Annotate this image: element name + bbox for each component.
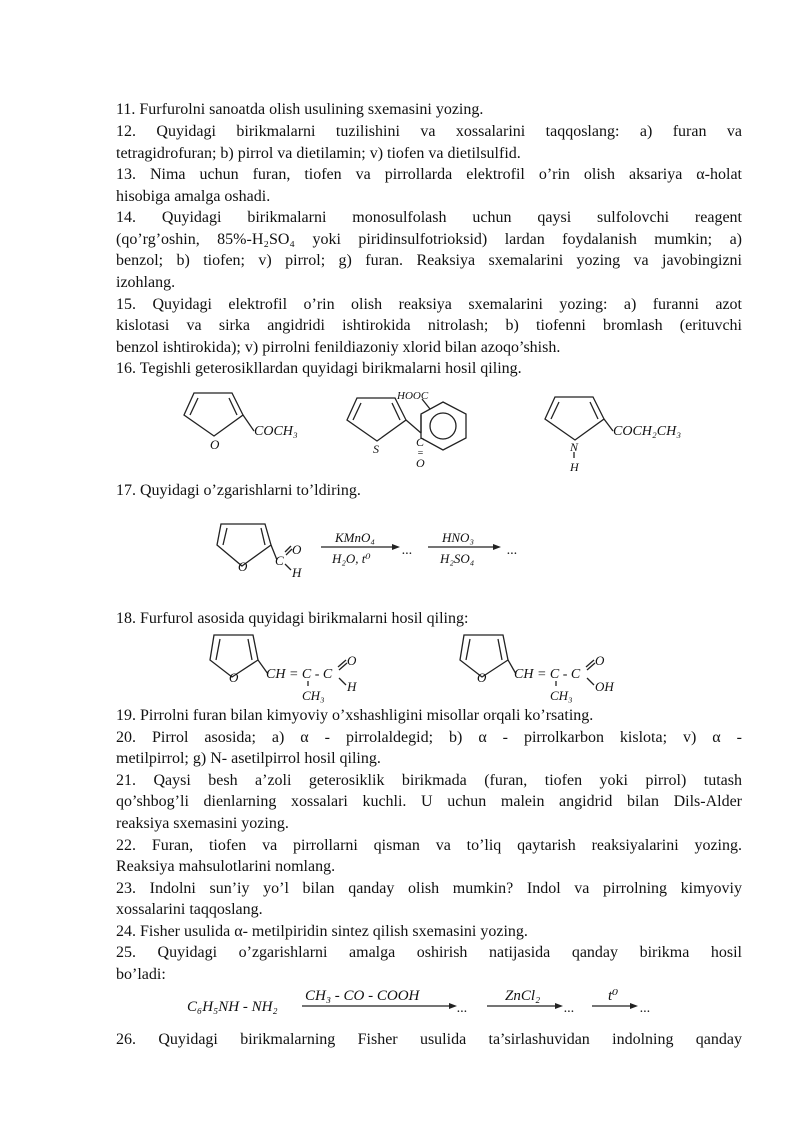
text-line: 25. Quyidagi o’zgarishlarni amalga oshirish natijasida qanday birikma hosil xyxy=(116,944,742,961)
text-line: benzol ishtirokida); v) pirrolni fenildiazoniy xlorid bilan azoqo’shish. xyxy=(116,339,561,356)
product-dots: ... xyxy=(640,1001,651,1016)
arrow-3-condition: t⁰ xyxy=(608,988,619,1004)
text-line: 23. Indolni sun’iy yo’l bilan qanday olish mumkin? Indol va pirrolning kimyoviy xyxy=(116,880,742,897)
text-line: hisobiga amalga oshadi. xyxy=(116,188,271,205)
text-line: 21. Qaysi besh a’zoli geterosiklik birikmada (furan, tiofen yoki pirrol) tutash xyxy=(116,772,742,789)
hooc-label: HOOC xyxy=(397,390,429,402)
pyrrole-nitrogen: N xyxy=(570,440,579,454)
text-line: kislotasi va sirka angidridi ishtirokida nitrolash; b) tiofenni bromlash (erituvchi xyxy=(116,317,742,334)
intermediate-dots: ... xyxy=(457,1001,468,1016)
text-line: 20. Pirrol asosida; a) α - pirrolaldegid; b) α - pirrolkarbon kislota; v) α - xyxy=(116,729,742,746)
aldehyde-hydrogen: H xyxy=(347,679,357,694)
text-line: 13. Nima uchun furan, tiofen va pirrollarda elektrofil o’rin olish aksariya α-holat xyxy=(116,166,742,183)
chem-structures-16 xyxy=(160,385,720,480)
text-line: benzol; b) tiofen; v) pirrol; g) furan. Reaksiya sxemalarini yozing va javobingizni xyxy=(116,252,742,269)
intermediate-dots: ... xyxy=(564,1001,575,1016)
text-line: 11. Furfurolni sanoatda olish usulining sxemasini yozing. xyxy=(116,101,484,118)
furan-oxygen: O xyxy=(210,437,220,452)
acid-hydroxyl: OH xyxy=(595,679,614,694)
intermediate-dots: ... xyxy=(402,543,413,558)
text-line: 19. Pirrolni furan bilan kimyoviy o’xshashligini misollar orqali ko’rsating. xyxy=(116,707,594,724)
text-line: 26. Quyidagi birikmalarning Fisher usulida ta’sirlashuvidan indolning qanday xyxy=(116,1031,742,1048)
text-line: izohlang. xyxy=(116,274,176,291)
text-line: qo’shbog’li dienlarning xossalari kuchli. U uchun malein angidrid bilan Dils-Alder xyxy=(116,793,742,810)
arrow-1-reagent: CH₃ - CO - COOH xyxy=(305,988,420,1004)
side-chain-right: CH = C - C xyxy=(514,667,581,682)
chem-scheme-17 xyxy=(205,512,545,582)
ring-oxygen-left: O xyxy=(229,670,239,685)
text-line: Reaksiya mahsulotlarini nomlang. xyxy=(116,858,336,875)
methyl-left: CH₃ xyxy=(302,688,325,703)
text-line: 16. Tegishli geterosikllardan quyidagi birikmalarni hosil qiling. xyxy=(116,360,522,377)
product-dots: ... xyxy=(507,543,518,558)
chem-structures-18 xyxy=(200,630,640,705)
text-line: 17. Quyidagi o’zgarishlarni to’ldiring. xyxy=(116,482,361,499)
carbonyl-carbon: C xyxy=(416,435,425,449)
methyl-right: CH₃ xyxy=(550,688,573,703)
text-line: 22. Furan, tiofen va pirrollarni qisman va to’liq qaytarish reaksiyalarini yozing. xyxy=(116,837,742,854)
acid-oxygen: O xyxy=(595,653,605,668)
aldehyde-carbon: C xyxy=(275,553,284,568)
side-chain-left: CH = C - C xyxy=(266,667,333,682)
pyrrole-hydrogen: H xyxy=(570,460,579,474)
text-line: 14. Quyidagi birikmalarni monosulfolash uchun qaysi sulfolovchi reagent xyxy=(116,209,742,226)
pyrrole-substituent: COCH₂CH₃ xyxy=(613,424,682,439)
arrow-1-conditions: H₂O, t⁰ xyxy=(332,551,371,566)
reactant-formula: C₆H₅NH - NH₂ xyxy=(187,999,278,1015)
text-line: 24. Fisher usulida α- metilpiridin sintez qilish sxemasini yozing. xyxy=(116,923,528,940)
text-line: 18. Furfurol asosida quyidagi birikmalarni hosil qiling: xyxy=(116,610,469,627)
text-line: (qo’rg’oshin, 85%-H₂SO₄ yoki piridinsulfotrioksid) lardan foydalanish mumkin; a) xyxy=(116,231,742,248)
text-line: metilpirrol; g) N- asetilpirrol hosil qiling. xyxy=(116,750,381,767)
furan-ring xyxy=(184,393,254,436)
aldehyde-oxygen: O xyxy=(292,542,302,557)
text-line: bo’ladi: xyxy=(116,966,166,983)
text-line: reaksiya sxemasini yozing. xyxy=(116,815,289,832)
text-line: tetragidrofuran; b) pirrol va dietilamin; v) tiofen va dietilsulfid. xyxy=(116,145,521,162)
text-line: 15. Quyidagi elektrofil o’rin olish reaksiya sxemalarini yozing: a) furanni azot xyxy=(116,296,742,313)
carbonyl-oxygen: O xyxy=(416,456,425,470)
arrow-1-reagent: KMnO₄ xyxy=(335,530,375,545)
thiophene-sulfur: S xyxy=(373,442,379,456)
arrow-2-reagent: HNO₃ xyxy=(442,530,474,545)
text-line: xossalarini taqqoslang. xyxy=(116,901,263,918)
aldehyde-hydrogen: H xyxy=(292,565,302,580)
furan-substituent: COCH₃ xyxy=(254,424,298,439)
aldehyde-oxygen: O xyxy=(347,653,357,668)
double-bond-mark: = xyxy=(417,448,424,459)
chem-scheme-25 xyxy=(185,982,675,1018)
pyrrole-ring xyxy=(545,397,613,458)
text-line: 12. Quyidagi birikmalarni tuzilishini va xossalarini taqqoslang: a) furan va xyxy=(116,123,742,140)
ring-oxygen-right: O xyxy=(477,670,487,685)
arrow-2-reagent: ZnCl₂ xyxy=(505,988,541,1004)
thiophene-ring xyxy=(347,398,421,441)
benzene-ring xyxy=(421,399,466,450)
arrow-2-conditions: H₂SO₄ xyxy=(440,551,475,566)
ring-oxygen: O xyxy=(238,559,248,574)
